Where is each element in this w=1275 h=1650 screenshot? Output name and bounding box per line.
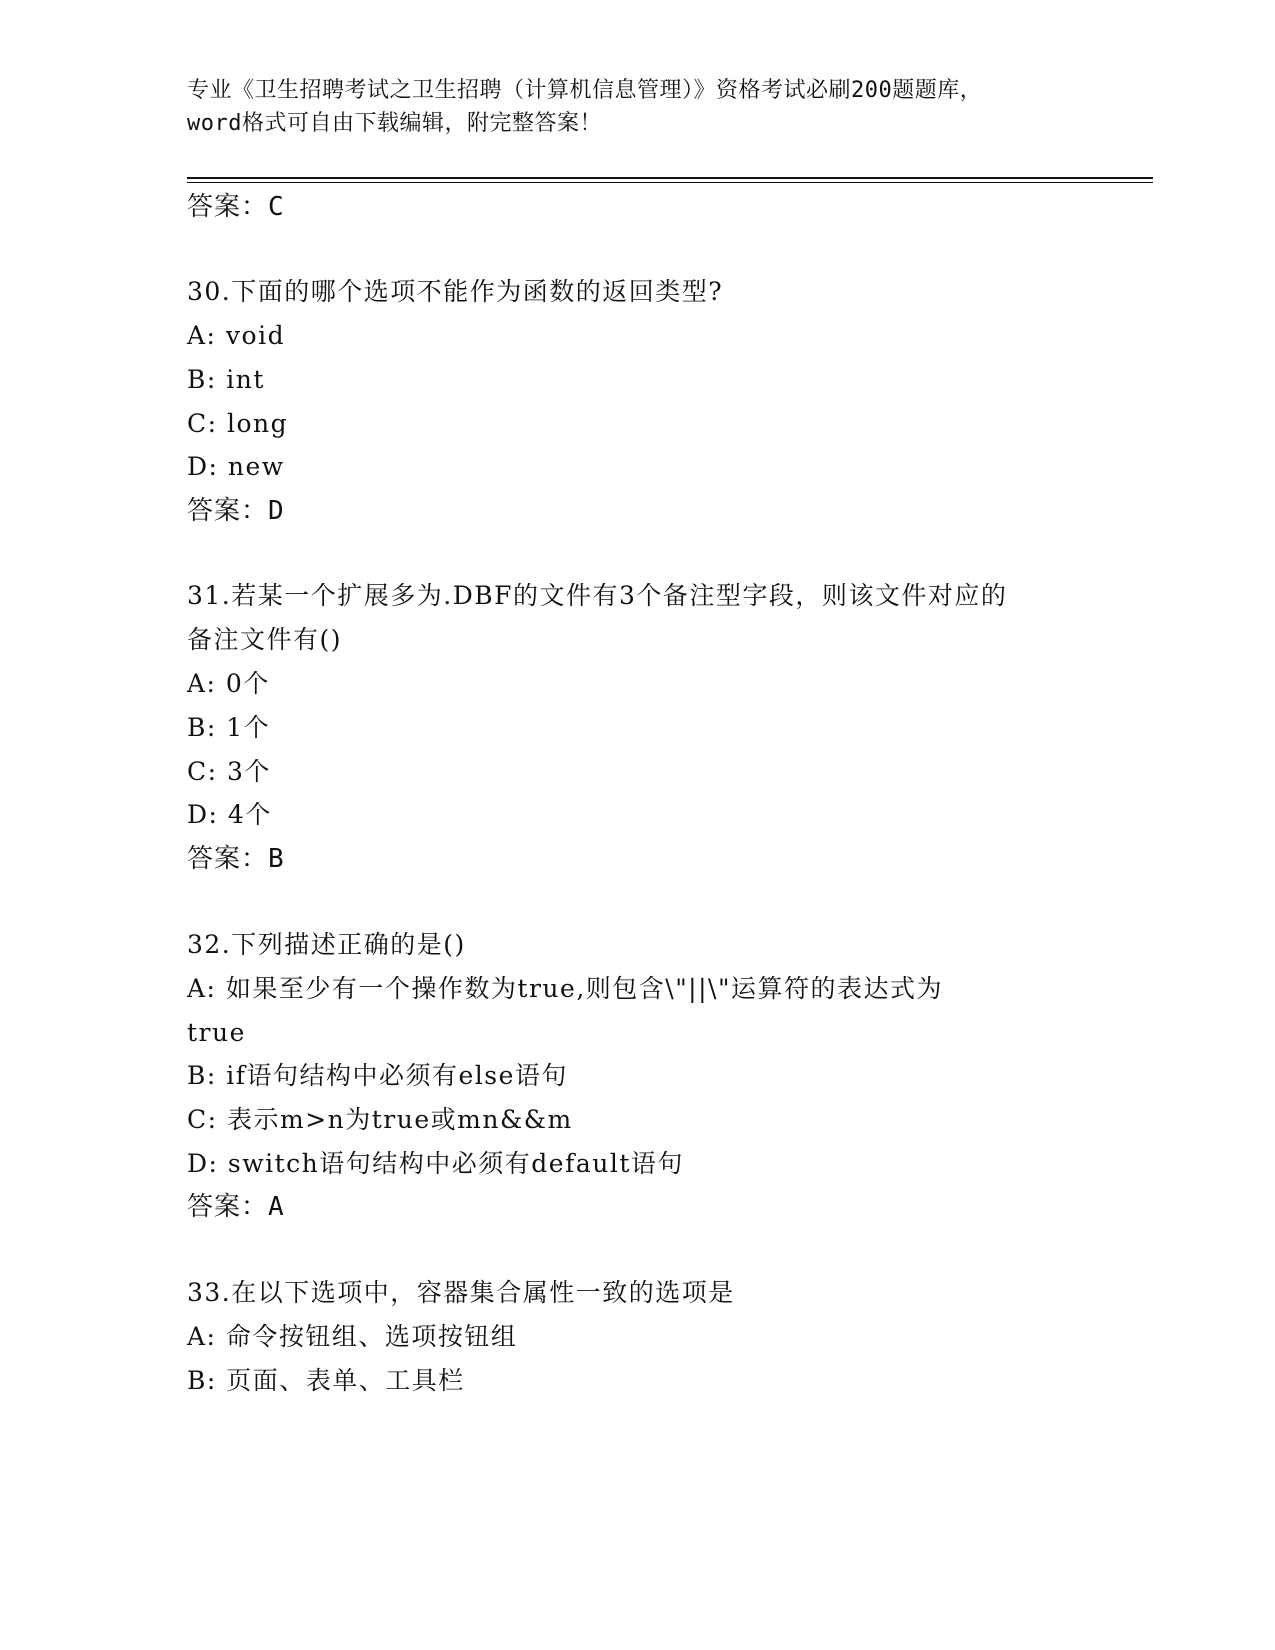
question-31-option-a: A: 0个 [187,669,270,698]
answer-q32: 答案：A [187,1192,285,1222]
header-line-2: word格式可自由下载编辑，附完整答案！ [187,111,602,136]
question-31-option-c: C: 3个 [187,757,271,786]
question-31-stem-line-2: 备注文件有() [187,625,343,654]
question-32-option-d: D: switch语句结构中必须有default语句 [187,1149,684,1178]
question-32-option-a-line-1: A: 如果至少有一个操作数为true,则包含\"||\"运算符的表达式为 [187,974,943,1003]
question-31-stem-line-1: 31.若某一个扩展多为.DBF的文件有3个备注型字段，则该文件对应的 [187,581,1008,610]
question-30-option-c: C: long [187,409,289,438]
answer-q31: 答案：B [187,844,285,874]
header-divider-thick [187,177,1153,179]
question-32-option-b: B: if语句结构中必须有else语句 [187,1061,568,1090]
question-32-stem: 32.下列描述正确的是() [187,930,466,959]
question-30-option-d: D: new [187,452,285,481]
question-32-option-c: C: 表示m>n为true或mn&&m [187,1105,573,1134]
question-33-option-a: A: 命令按钮组、选项按钮组 [187,1322,518,1351]
question-30-option-a: A: void [187,321,286,350]
question-31-option-b: B: 1个 [187,713,271,742]
question-33-option-b: B: 页面、表单、工具栏 [187,1366,465,1395]
header-divider-thin [187,182,1153,183]
answer-q29: 答案：C [187,192,285,222]
document-header [187,74,1087,140]
question-33-stem: 33.在以下选项中，容器集合属性一致的选项是 [187,1278,735,1307]
question-30-stem: 30.下面的哪个选项不能作为函数的返回类型? [187,277,724,306]
answer-q30: 答案：D [187,496,285,526]
header-line-1: 专业《卫生招聘考试之卫生招聘（计算机信息管理）》资格考试必刷200题题库， [187,78,983,103]
question-32-option-a-line-2: true [187,1018,246,1047]
question-30-option-b: B: int [187,365,265,394]
question-31-option-d: D: 4个 [187,800,272,829]
